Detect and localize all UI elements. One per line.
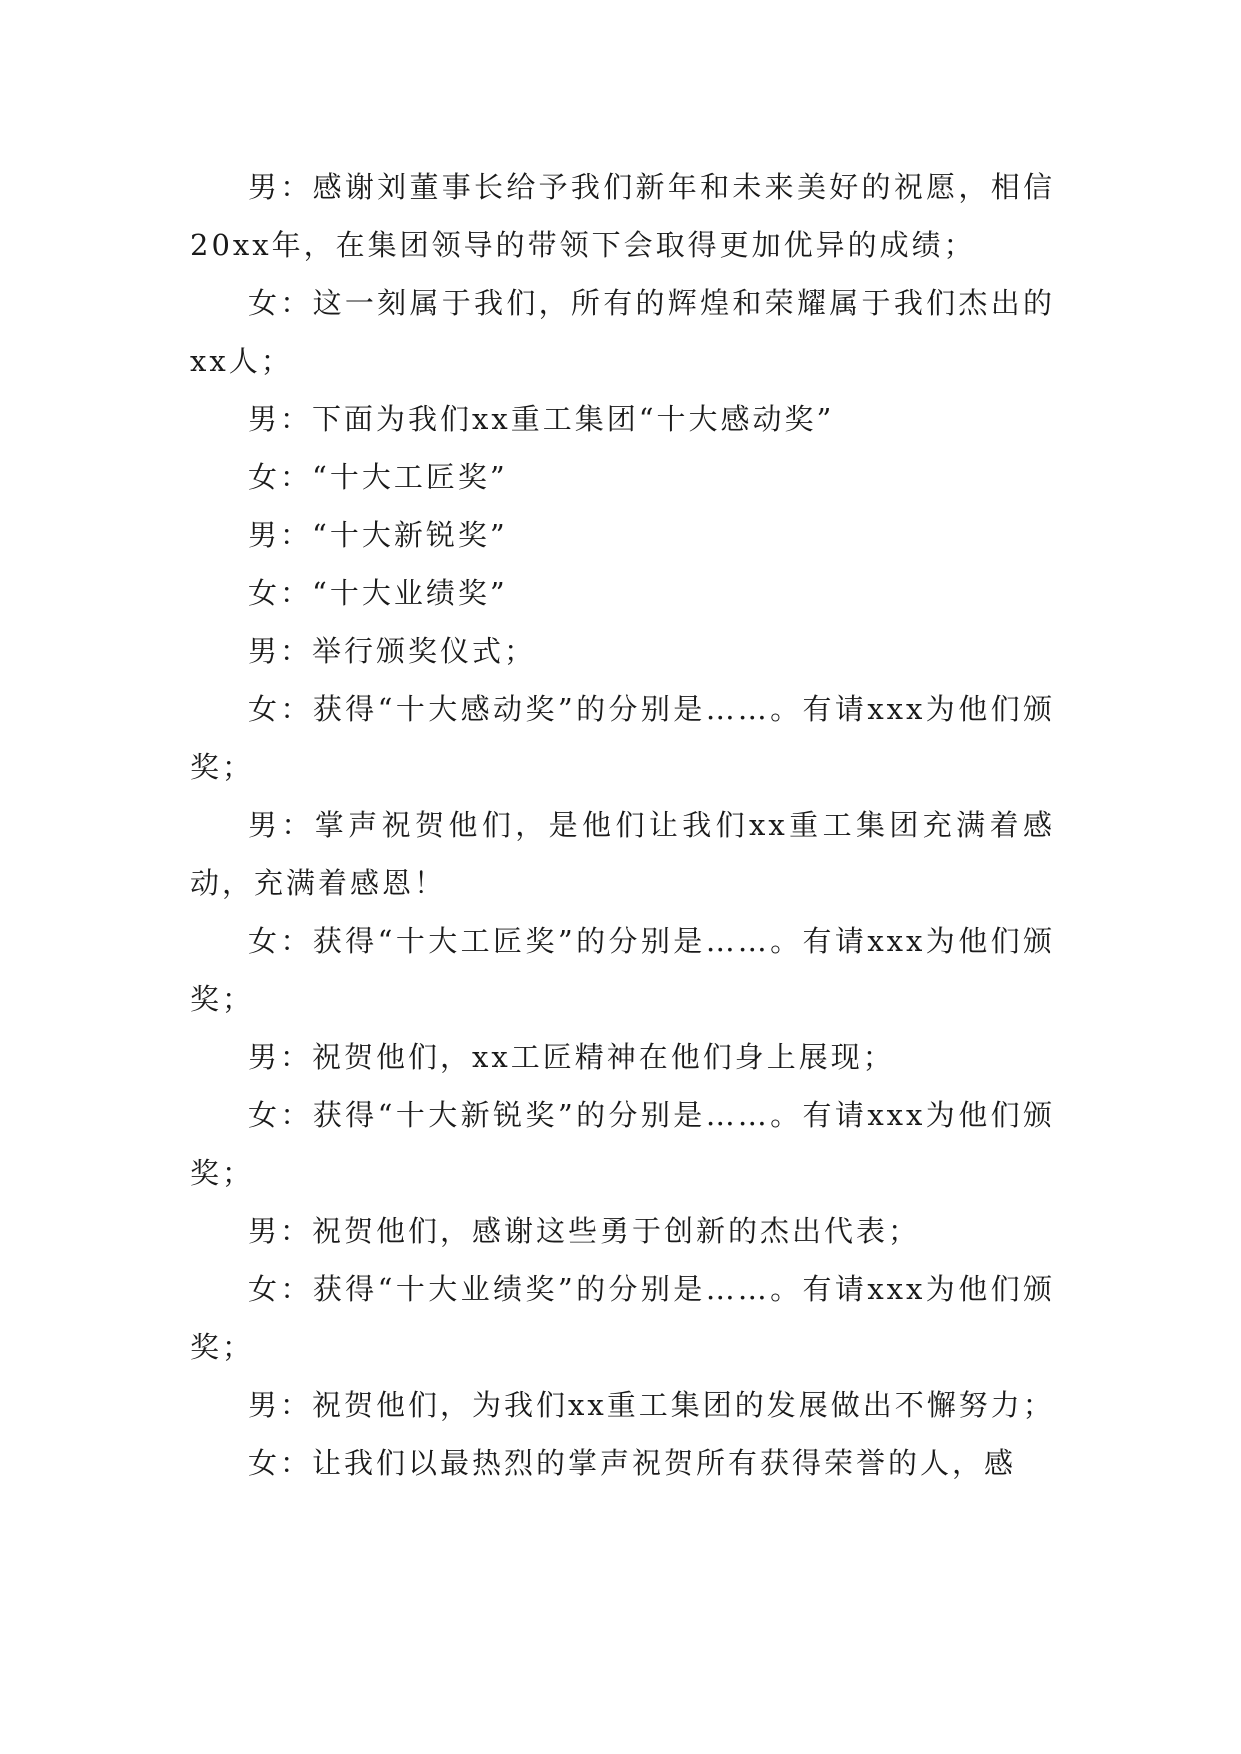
paragraph: 男：举行颁奖仪式； [248, 634, 537, 668]
paragraph: 女：“十大业绩奖” [248, 576, 508, 610]
paragraph: 男：祝贺他们，为我们xx重工集团的发展做出不懈努力； [248, 1388, 1055, 1422]
paragraph: 女：获得“十大感动奖”的分别是……。有请xxx为他们颁奖； [190, 692, 1055, 784]
paragraph: 女：获得“十大新锐奖”的分别是……。有请xxx为他们颁奖； [190, 1098, 1055, 1190]
paragraph: 男：祝贺他们，xx工匠精神在他们身上展现； [248, 1040, 895, 1074]
paragraph: 男：祝贺他们，感谢这些勇于创新的杰出代表； [248, 1214, 921, 1248]
paragraph: 男：下面为我们xx重工集团“十大感动奖” [248, 402, 835, 436]
paragraph: 女：这一刻属于我们，所有的辉煌和荣耀属于我们杰出的xx人； [190, 286, 1055, 378]
paragraph: 男：“十大新锐奖” [248, 518, 508, 552]
paragraph: 女：获得“十大业绩奖”的分别是……。有请xxx为他们颁奖； [190, 1272, 1055, 1364]
paragraph: 女：“十大工匠奖” [248, 460, 508, 494]
paragraph: 女：让我们以最热烈的掌声祝贺所有获得荣誉的人，感 [248, 1446, 1017, 1480]
paragraph: 女：获得“十大工匠奖”的分别是……。有请xxx为他们颁奖； [190, 924, 1055, 1016]
paragraph: 男：感谢刘董事长给予我们新年和未来美好的祝愿，相信20xx年，在集团领导的带领下会取得更加优异的成绩； [190, 170, 1055, 262]
document-body [190, 158, 1055, 1492]
paragraph: 男：掌声祝贺他们，是他们让我们xx重工集团充满着感动，充满着感恩！ [190, 808, 1055, 900]
